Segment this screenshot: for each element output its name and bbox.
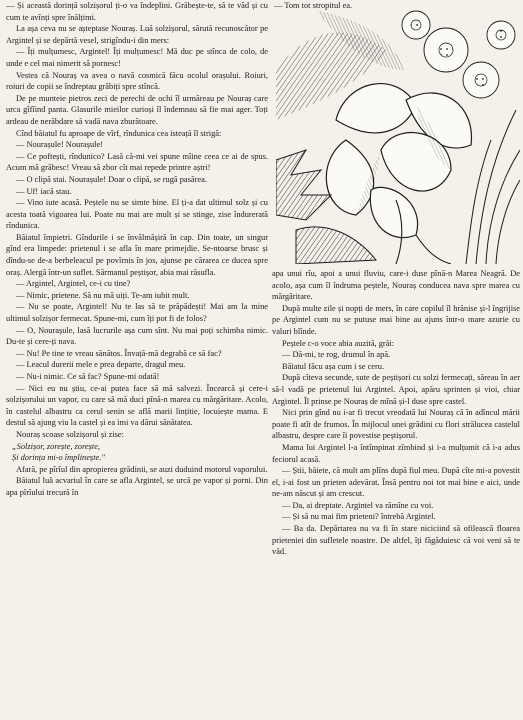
paragraph: — Nu! Pe tine te vreau sănătos. Învață-mă degrabă ce să fac? (16, 348, 222, 358)
paragraph: — Știi, băiete, că mult am plîns după fiul meu. După cîte mi-a povestit el, i-ai fost un prieten adevărat. Însă pentru noi tot mai bine e aici, unde ne-am născut și am crescut. (272, 466, 520, 499)
paragraph: Peștele c-o voce abia auzită, grăi: (282, 338, 395, 348)
paragraph: — Și să nu mai fim prieteni? întrebă Argintel. (282, 512, 436, 522)
paragraph: Afară, pe pîrîul din apropierea grădinii, se auzi duduind motorul vaporului. (16, 464, 268, 474)
paragraph: Cînd băiatul fu aproape de vîrf, rîndunica cea isteață îl strigă: (16, 128, 222, 138)
right-text-column (272, 268, 520, 718)
paragraph: — Leacul durerii mele e prea departe, dragul meu. (16, 360, 186, 370)
right-top-line: — Tom tot stropitul ea. (274, 1, 353, 10)
paragraph: — Nici eu nu știu, ce-ai putea face să mă salvezi. Încearcă și cere-i solzișorului un vapor, cu care să mă duci pînă-n marea cu mărgăritare. Acolo, în castelul albastru ca cerul senin se află marii lințitie, locuiește mama. E destul să ajung viu la castel și ea imi va dărui sănătatea. (6, 383, 268, 428)
paragraph: De pe munteie pietros zeci de perechi de ochi îl urmăreau pe Nouraș care urca gîfîind panta. Glasurile mieilor curioși îl îndemnau să fie mai ager. Toți ardeau de nerăbdare să vadă nava zburătoare. (6, 93, 268, 126)
paragraph: Vestea că Nouraș va avea o navă cosmică făcu ocolul orașului. Roiuri, roiuri de copii se îndreptau grăbiți spre stîncă. (6, 70, 268, 92)
paragraph: Și dorința mi-o împlinește." (12, 453, 105, 463)
paragraph: Băiatul luă acvariul în care se afla Argintel, se urcă pe vapor și porni. Din apa pîrîului trecură în (6, 476, 268, 497)
paragraph: apa unui rîu, apoi a unui fluviu, care-i duse pînă-n Marea Neagră. De acolo, așa cum îl îndruma peștele, Nouraș conducea nava spre marea cu mărgăritare. (272, 269, 520, 302)
paragraph: Nouraș scoase solzișorul și zise: (16, 429, 124, 439)
paragraph: — Și această dorință solzișorul ți-o va îndeplini. Grăbește-te, să te văd și cu cum te avînți spre înălțimi. (6, 1, 268, 22)
paragraph: Mama lui Argintel l-a întîmpinat zîmbind și i-a mulțumit că i-a adus feciorul acasă. (272, 442, 520, 464)
paragraph: „Solzișor, zorește, zorește, (12, 441, 101, 451)
paragraph: — Vino iute acasă. Peștele nu se simte bine. El ți-a dat ultimul solz și cu acesta toată vigoarea lui. Poate nu mai are mult și se stinge, zise îndurerată rîndunica. (6, 198, 268, 231)
left-text-column (6, 0, 268, 718)
paragraph: — Nourașule! Nourașule! (16, 140, 103, 150)
paragraph: După cîteva secunde, sute de peștișori cu solzi fermecați, săreau în aer să-l vadă pe prietenul lui Argintel. Apoi, apăru sprinten și vioi, chiar Argintel. Îl prinse pe Nouraș de mînă și-l duse spre castel. (272, 373, 520, 406)
paragraph: — Uf! iacă stau. (16, 186, 72, 196)
paragraph: La așa ceva nu se așteptase Nouraș. Luă solzișorul, sărută recunoscător pe Argintel și se depărtă vesel, strigîndu-i din mers: (6, 24, 268, 45)
flower-illustration (276, 10, 520, 264)
paragraph: Băiatul făcu așa cum i se ceru. (282, 361, 385, 371)
paragraph: — Dă-mi, te rog, drumul în apă. (282, 350, 391, 360)
paragraph: — Nu-i nimic. Ce să fac? Spune-mi odată! (16, 372, 160, 381)
paragraph: Nici prin gînd nu i-ar fi trecut vreodată lui Nouraș că în adîncul mării poate fi atît de frumos. În mijlocul unei grădini cu flori strălucea castelul albastru, despre care îi povestise peștișorul. (272, 408, 520, 441)
paragraph: — Argintel, Argintel, ce-i cu tine? (16, 279, 131, 289)
paragraph: — Ba da. Depărtarea nu va fi în stare niciciind să ofilească floarea prieteniei din sufletele noastre. De altfel, îți făgăduiesc că voi veni să te văd. (272, 524, 520, 557)
paragraph: — Nu se poate, Argintel! Nu te las să te prăpădești! Mai am la mine ultimul solzișor fermecat. Spune-mi, cum îți pot fi de folos? (6, 302, 268, 324)
paragraph: — Nimic, prietene. Să nu mă uiți. Te-am iubit mult. (16, 290, 190, 300)
paragraph: — O, Nourașule, lasă lucrurile așa cum sînt. Nu mai poți schimba nimic. Du-te și cere-ți nava. (6, 325, 268, 347)
paragraph: — Ce poftești, rîndunico? Lasă că-mi vei spune mîine ceea ce ai de spus. Acum mă grăbesc! Vreau să zbor cît mai repede printre aștri! (6, 151, 268, 173)
paragraph: — O clipă stai. Nourașule! Doar o clipă, se rugă pasărea. (16, 174, 207, 184)
paragraph: După multe zile și nopți de mers, în care copilul îl hrănise și-l îngrijise pe Argintel cum nu se putuse mai bine au ajuns într-o mare azurie cu valuri blînde. (272, 303, 520, 336)
paragraph: — Îți mulțumesc, Argintel! Îți mulțumesc! Mă duc pe stînca de colo, de unde e cel mai nimerit să pornesc! (6, 47, 268, 68)
paragraph: — Da, ai dreptate. Argintel va rămîne cu voi. (282, 500, 434, 510)
paragraph: Băiatul împietri. Gîndurile i se învălmășiră în cap. Din toate, un singur gînd era limpede: prietenul i se afla în mare primejdie. Se-ntoarse brusc și dîndu-se de-a berbeleacul pe povîrnis în jos, ajunse pe cărarea ce ducea spre oraș. Alergă într-un suflet. Sărmanul peștișor, abia mai răsufla. (6, 232, 268, 277)
